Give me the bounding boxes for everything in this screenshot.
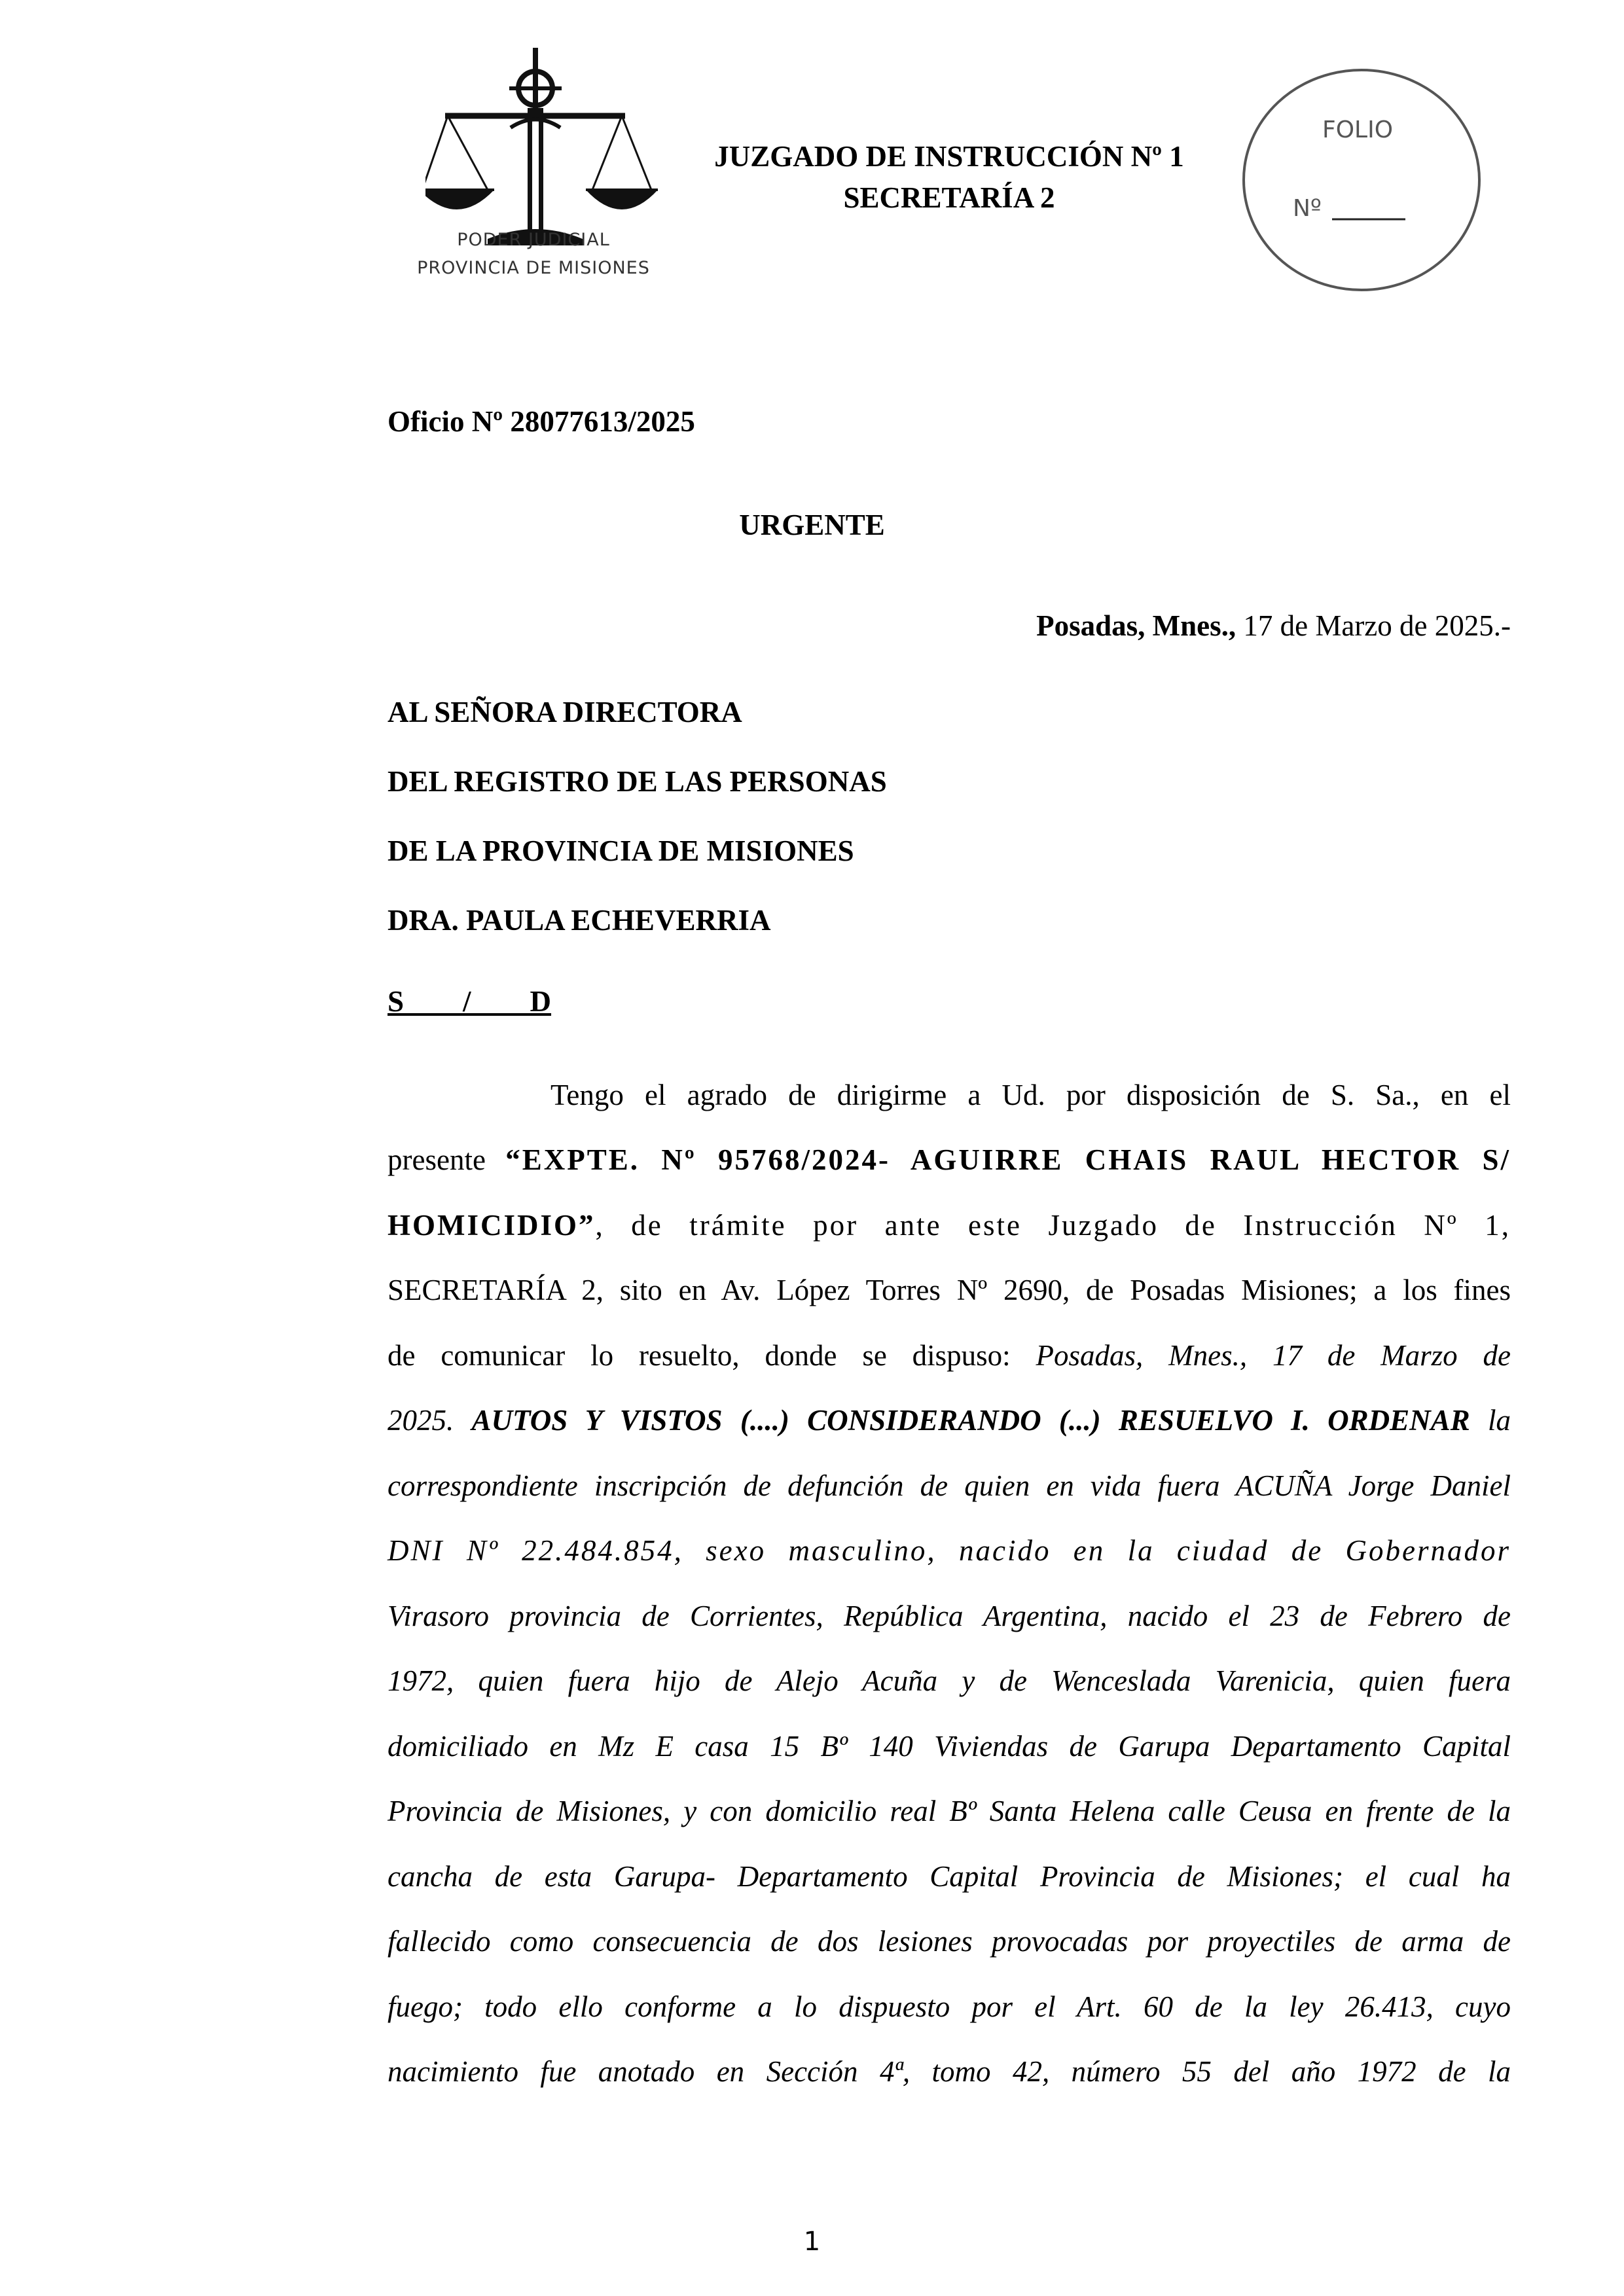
date-place: Posadas, Mnes., (1036, 609, 1236, 642)
folio-stamp (1234, 62, 1489, 295)
page-number: 1 (803, 2227, 821, 2257)
date-value: 17 de Marzo de 2025.- (1236, 609, 1511, 642)
body-line-9: Virasoro provincia de Corrientes, República Argentina, nacido el 23 de Febrero de (388, 1600, 1511, 1632)
date-line (388, 606, 1511, 645)
addressee-line-1: AL SEÑORA DIRECTORA (388, 696, 742, 728)
body-line-3 (388, 1206, 1511, 1245)
expediente-title-end: HOMICIDIO” (388, 1209, 596, 1242)
body-line-2 (388, 1140, 1511, 1179)
court-name: JUZGADO DE INSTRUCCIÓN Nº 1 (714, 140, 1184, 173)
body-line-7: correspondiente inscripción de defunción de quien en vida fuera ACUÑA Jorge Daniel (388, 1469, 1511, 1502)
court-secretaria: SECRETARÍA 2 (843, 181, 1055, 214)
urgent-label: URGENTE (739, 509, 885, 541)
folio-label: FOLIO (1322, 117, 1394, 143)
resolution-year: 2025. (388, 1404, 472, 1437)
court-heading (655, 136, 1244, 219)
body-text: , de trámite por ante este Juzgado de Instrucción Nº 1, (595, 1209, 1511, 1242)
body-line-16: nacimiento fue anotado en Sección 4ª, tomo 42, número 55 del año 1972 de la (388, 2055, 1511, 2088)
addressee-line-3: DE LA PROVINCIA DE MISIONES (388, 834, 854, 867)
body-line-15: fuego; todo ello conforme a lo dispuesto por el Art. 60 de la ley 26.413, cuyo (388, 1990, 1511, 2023)
logo-caption-line2: PROVINCIA DE MISIONES (417, 258, 650, 278)
body-line-6 (388, 1401, 1511, 1440)
resolution-heading: AUTOS Y VISTOS (....) CONSIDERANDO (...) RESUELVO I. ORDENAR (471, 1404, 1470, 1437)
body-line-14: fallecido como consecuencia de dos lesiones provocadas por proyectiles de arma de (388, 1925, 1511, 1958)
logo-caption (389, 226, 677, 282)
body-text: presente (388, 1143, 506, 1176)
body-line-4: SECRETARÍA 2, sito en Av. López Torres Nº 2690, de Posadas Misiones; a los fines (388, 1274, 1511, 1306)
body-line-1: Tengo el agrado de dirigirme a Ud. por disposición de S. Sa., en el (550, 1079, 1511, 1111)
oficio-number: Oficio Nº 28077613/2025 (388, 405, 695, 438)
body-line-12: Provincia de Misiones, y con domicilio real Bº Santa Helena calle Ceusa en frente de la (388, 1795, 1511, 1827)
body-line-13: cancha de esta Garupa- Departamento Capital Provincia de Misiones; el cual ha (388, 1860, 1511, 1893)
body-line-10: 1972, quien fuera hijo de Alejo Acuña y de Wenceslada Varenicia, quien fuera (388, 1664, 1511, 1697)
sd-abbreviation: S / D (388, 985, 552, 1018)
addressee-line-2: DEL REGISTRO DE LAS PERSONAS (388, 765, 887, 798)
folio-number-label: Nº (1293, 195, 1322, 222)
expediente-title: “EXPTE. Nº 95768/2024- AGUIRRE CHAIS RAUL HECTOR S/ (505, 1143, 1511, 1176)
body-line-8: DNI Nº 22.484.854, sexo masculino, nacido en la ciudad de Gobernador (388, 1534, 1511, 1567)
body-line-11: domiciliado en Mz E casa 15 Bº 140 Viviendas de Garupa Departamento Capital (388, 1730, 1511, 1763)
body-text: la (1470, 1404, 1511, 1437)
body-text: de comunicar lo resuelto, donde se dispuso: (388, 1339, 1036, 1372)
resolution-date: Posadas, Mnes., 17 de Marzo de (1036, 1339, 1511, 1372)
addressee-line-4: DRA. PAULA ECHEVERRIA (388, 904, 771, 937)
body-line-5 (388, 1336, 1511, 1375)
logo-caption-line1: PODER JUDICIAL (457, 230, 610, 250)
